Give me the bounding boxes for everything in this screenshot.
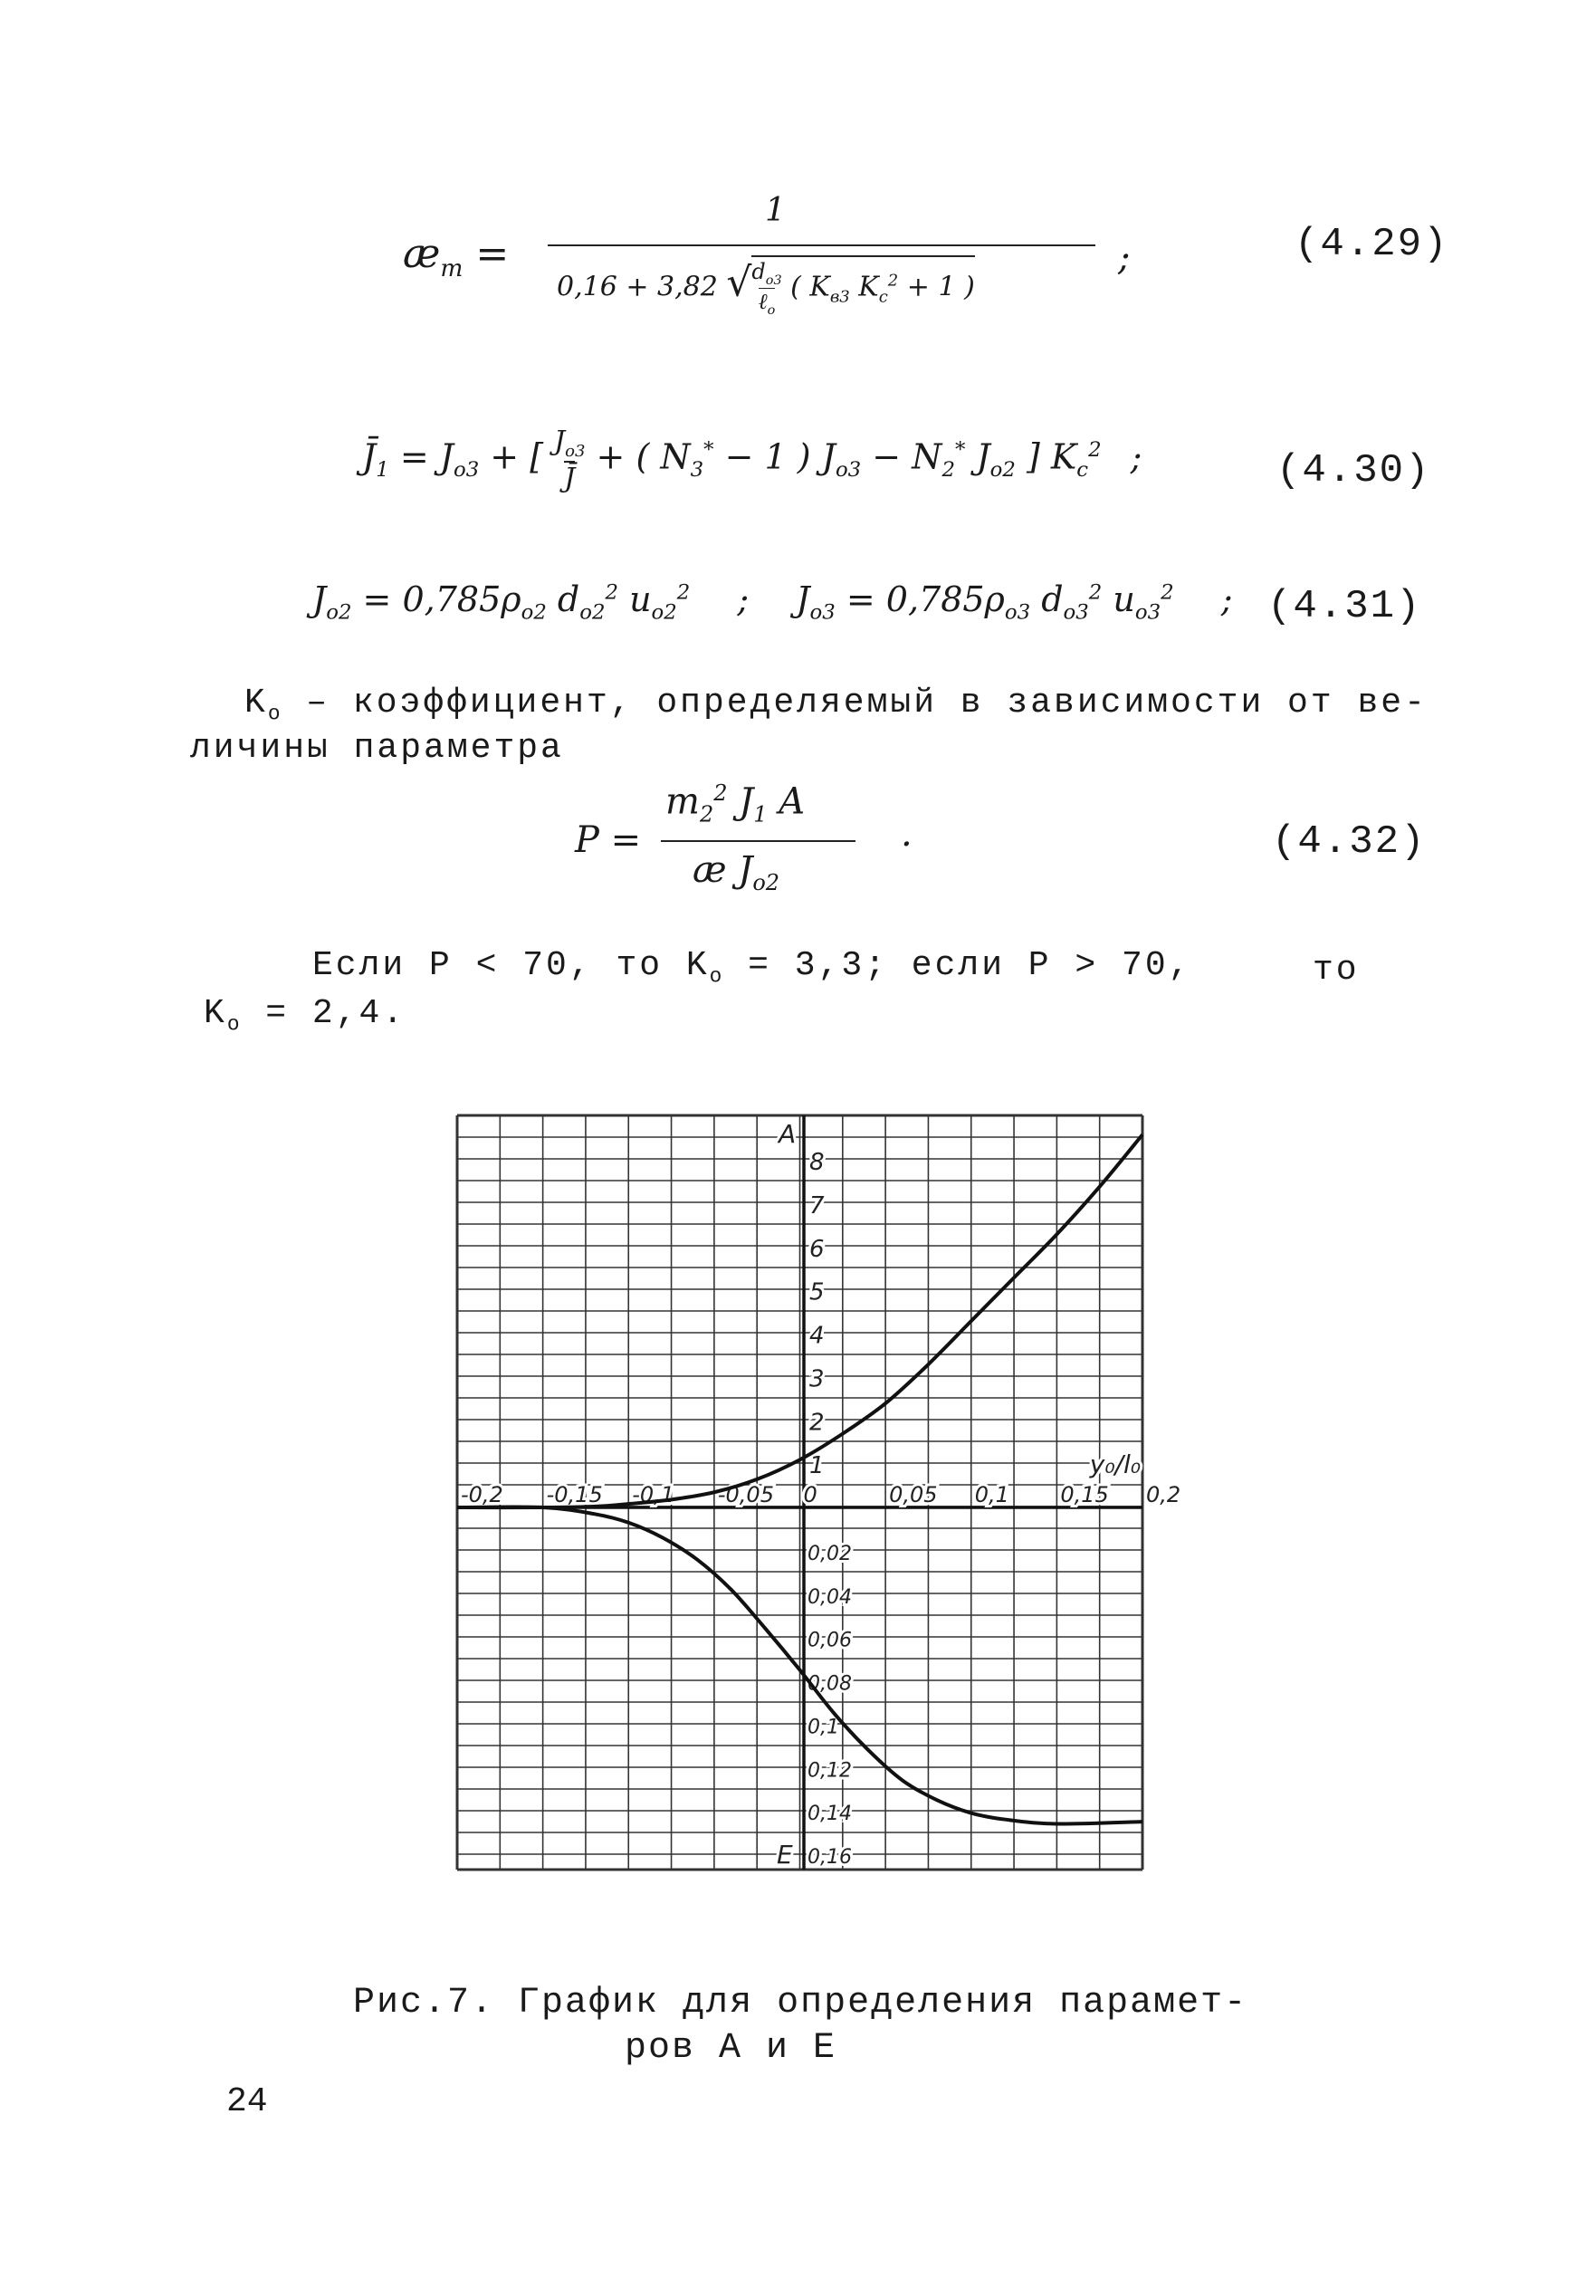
e-tick-label: 0,06	[808, 1629, 852, 1652]
term-n2-sup: *	[954, 437, 966, 462]
condition-part-a-sub: o	[709, 964, 725, 989]
j1-num: J	[727, 780, 754, 823]
condition-part-a: Если P < 70, то K	[312, 946, 710, 985]
m2-sup: 2	[713, 780, 728, 806]
sqrt-num-sub: o3	[765, 273, 782, 288]
a-tick-label: 6	[809, 1235, 825, 1263]
term-n2: − N	[861, 436, 942, 477]
jo3-u-sub: o3	[1134, 600, 1161, 625]
a-tick-label: 7	[809, 1191, 825, 1220]
jo3-rhs: = 0,785ρ	[835, 579, 1005, 619]
jo2-u: u	[617, 579, 652, 619]
jo2-rho-sub: o2	[521, 600, 547, 625]
formula-4-29-lhs: $æ_m$ =	[403, 231, 510, 282]
e-axis-label: E	[777, 1840, 793, 1870]
jo2-left: J	[312, 579, 327, 619]
j1-bar: J̄	[362, 436, 377, 477]
term-kc-sub: c	[1076, 458, 1089, 483]
e-tick-label: 0,02	[808, 1542, 852, 1565]
x-tick-label: 0,1	[974, 1482, 1009, 1507]
figure-caption-line2: ров А и Е	[625, 2028, 837, 2069]
term-n2-sub: 2	[941, 458, 955, 483]
sqrt-den: ℓ	[758, 288, 768, 314]
jo2-left-sub: o2	[326, 600, 352, 625]
kappa-j-den-sub: o2	[752, 870, 780, 895]
condition-line1-end: то	[1313, 951, 1360, 990]
e-tick-label: 0,16	[808, 1846, 852, 1869]
jo3-d-sup: 2	[1088, 580, 1103, 605]
jo3-d: d	[1030, 579, 1064, 619]
x-tick-label: 0,05	[889, 1482, 938, 1507]
sqrt-den-sub: o	[767, 302, 776, 318]
condition-part-b: = 3,3; если P > 70,	[724, 946, 1192, 985]
paren-open: ( K	[790, 271, 830, 303]
bracket-open: + [	[479, 436, 544, 477]
x-tick-label: -0,2	[461, 1482, 503, 1507]
x-tick-label: 0	[803, 1482, 817, 1507]
term-n3-sup: *	[703, 437, 714, 462]
x-axis-label: y₀/l₀	[1089, 1449, 1141, 1479]
jo3-rho-sub: o3	[1004, 600, 1031, 625]
e-tick-label: 0,04	[808, 1585, 852, 1609]
denominator-prefix: 0,16 + 3,82	[557, 271, 718, 303]
paren-sub: в3	[829, 287, 850, 307]
formula-4-31-separator: ;	[737, 579, 750, 619]
formula-4-29-end: ;	[1118, 237, 1131, 279]
inner-frac-num: J	[554, 426, 566, 457]
m2-symbol: m	[665, 780, 700, 823]
formula-4-32-lhs: P =	[575, 819, 642, 861]
equation-number-4-31: (4.31)	[1267, 584, 1422, 629]
e-tick-label: 0,1	[808, 1716, 839, 1739]
jo2-u-sup: 2	[676, 580, 691, 605]
kappa-symbol: æ	[403, 231, 441, 277]
k0-sub: o	[267, 702, 283, 726]
term-kc-sup: 2	[1088, 437, 1102, 462]
jo2-d: d	[546, 579, 580, 619]
a-axis-label: A	[779, 1119, 797, 1149]
term-minus-one-sub: o3	[835, 458, 862, 483]
term-jo2: J	[965, 436, 990, 477]
figure-caption-line1: Рис.7. График для определения парамет-	[353, 1983, 1248, 2023]
jo3-right: J	[796, 579, 810, 619]
term-jo3-sub: o3	[453, 458, 480, 483]
a-tick-label: 5	[809, 1278, 825, 1306]
term-kc: ] K	[1015, 436, 1077, 477]
j1-sub: 1	[376, 458, 389, 483]
x-tick-label: 0,15	[1060, 1482, 1109, 1507]
term-minus-one: − 1 ) J	[713, 436, 836, 477]
jo3-u: u	[1102, 579, 1135, 619]
x-tick-label: 0,2	[1146, 1482, 1181, 1507]
jo3-right-sub: o3	[809, 600, 836, 625]
e-tick-label: 0,08	[808, 1672, 852, 1696]
a-num: A	[767, 780, 806, 823]
a-tick-label: 3	[809, 1365, 825, 1393]
jo2-d-sup: 2	[605, 580, 618, 605]
x-tick-label: -0,15	[546, 1482, 603, 1507]
term-n3: + ( N	[585, 436, 691, 477]
equation-number-4-29: (4.29)	[1295, 222, 1449, 267]
sqrt-num: d	[751, 259, 766, 284]
inner-frac-den: J̄	[564, 463, 576, 494]
term-jo2-sub: o2	[989, 458, 1016, 483]
m2-sub: 2	[699, 801, 714, 828]
inner-frac-num-sub: o3	[565, 442, 586, 461]
a-tick-label: 4	[809, 1322, 825, 1350]
x-tick-label: -0,05	[717, 1482, 774, 1507]
chart-labels	[461, 1119, 1180, 1870]
a-tick-label: 1	[809, 1452, 825, 1480]
term-n3-sub: 3	[690, 458, 704, 483]
paren-k-sub: c	[878, 287, 888, 307]
kappa-j-den: æ J	[693, 849, 753, 891]
e-tick-label: 0,14	[808, 1803, 852, 1826]
equation-number-4-32: (4.32)	[1272, 819, 1427, 865]
formula-4-31-end: ;	[1220, 579, 1233, 619]
x-tick-label: -0,1	[632, 1482, 675, 1507]
paren-close: + 1 )	[898, 271, 975, 303]
paren-k-sup: 2	[887, 271, 899, 291]
a-tick-label: 2	[809, 1409, 825, 1437]
e-tick-label: 0,12	[808, 1759, 852, 1783]
equation-number-4-30: (4.30)	[1276, 448, 1431, 493]
formula-4-29-denominator: 0,16 + 3,82 √ $d_{o3}$ ℓ$_o$ ( $K_{в3}$ $K_c^2 + 1$ )	[557, 255, 975, 318]
jo2-d-sub: o2	[579, 600, 606, 625]
k0-symbol: K	[244, 684, 268, 722]
formula-4-29-numerator: 1	[765, 192, 786, 229]
jo2-rhs: = 0,785ρ	[351, 579, 521, 619]
page-number: 24	[226, 2082, 268, 2121]
k0-definition-line2: личины параметра	[190, 729, 564, 768]
kappa-sub: m	[440, 254, 464, 282]
k0-line1-text: – коэффициент, определяемый в зависимости от ве-	[282, 684, 1428, 722]
jo3-d-sub: o3	[1063, 600, 1089, 625]
j1-num-sub: 1	[753, 801, 768, 828]
condition-k0: K	[204, 994, 227, 1033]
condition-k0-sub: o	[226, 1012, 243, 1037]
condition-k0-value: = 2,4.	[242, 994, 406, 1033]
a-tick-label: 8	[809, 1149, 825, 1176]
jo3-u-sup: 2	[1161, 580, 1174, 605]
jo2-u-sub: o2	[651, 600, 677, 625]
term-jo3: = J	[388, 436, 454, 477]
formula-4-32-end: .	[901, 813, 913, 855]
paren-k: K	[849, 271, 879, 303]
formula-4-30-end: ;	[1130, 436, 1142, 477]
